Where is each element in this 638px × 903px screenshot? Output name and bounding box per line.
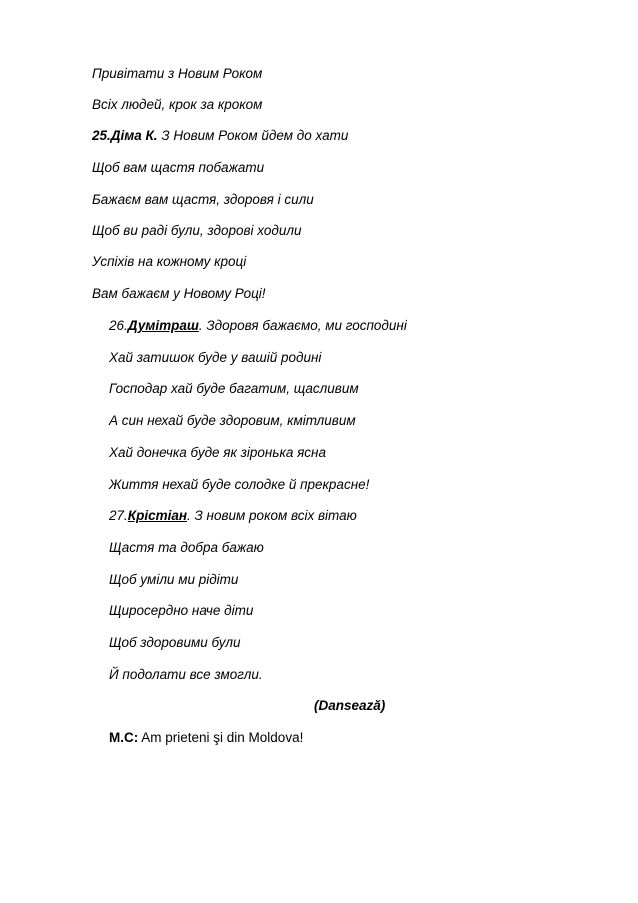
stage-direction: (Dansează): [314, 698, 386, 713]
poem-line-10: Хай затишок буде у вашій родині: [109, 350, 322, 365]
poem-line-22: M.C: Am prieteni şi din Moldova!: [109, 730, 304, 745]
speaker-label: Крістіан: [127, 508, 188, 523]
poem-line-5: Бажаєм вам щастя, здоровя і сили: [92, 192, 314, 207]
poem-line-1: Привітати з Новим Роком: [92, 66, 263, 81]
poem-line-9: 26.Думітраш. Здоровя бажаємо, ми господині: [109, 318, 407, 333]
poem-line-19: Щоб здоровими були: [109, 635, 241, 650]
poem-line-6: Щоб ви раді були, здорові ходили: [92, 223, 302, 238]
poem-line-18: Щиросердно наче діти: [109, 603, 254, 618]
poem-line-13: Хай донечка буде як зіронька ясна: [109, 445, 326, 460]
poem-line-16: Щастя та добра бажаю: [109, 540, 264, 555]
poem-line-8: Вам бажаєм у Новому Році!: [92, 286, 266, 301]
poem-line-15: 27.Крістіан. З новим роком всіх вітаю: [109, 508, 357, 523]
poem-line-11: Господар хай буде багатим, щасливим: [109, 381, 359, 396]
poem-line-17: Щоб уміли ми рідіти: [109, 572, 239, 587]
speaker-label: Думітраш: [127, 318, 199, 333]
speaker-label: 25.Діма К.: [92, 128, 158, 143]
speaker-label: M.C:: [109, 730, 139, 745]
poem-line-14: Життя нехай буде солодке й прекрасне!: [109, 477, 370, 492]
poem-line-12: А син нехай буде здоровим, кмітливим: [109, 413, 356, 428]
poem-line-2: Всіх людей, крок за кроком: [92, 97, 263, 112]
poem-line-20: Й подолати все змогли.: [109, 667, 263, 682]
poem-line-3: 25.Діма К. З Новим Роком йдем до хати: [92, 128, 349, 143]
poem-line-7: Успіхів на кожному кроці: [92, 254, 247, 269]
poem-line-4: Щоб вам щастя побажати: [92, 160, 265, 175]
